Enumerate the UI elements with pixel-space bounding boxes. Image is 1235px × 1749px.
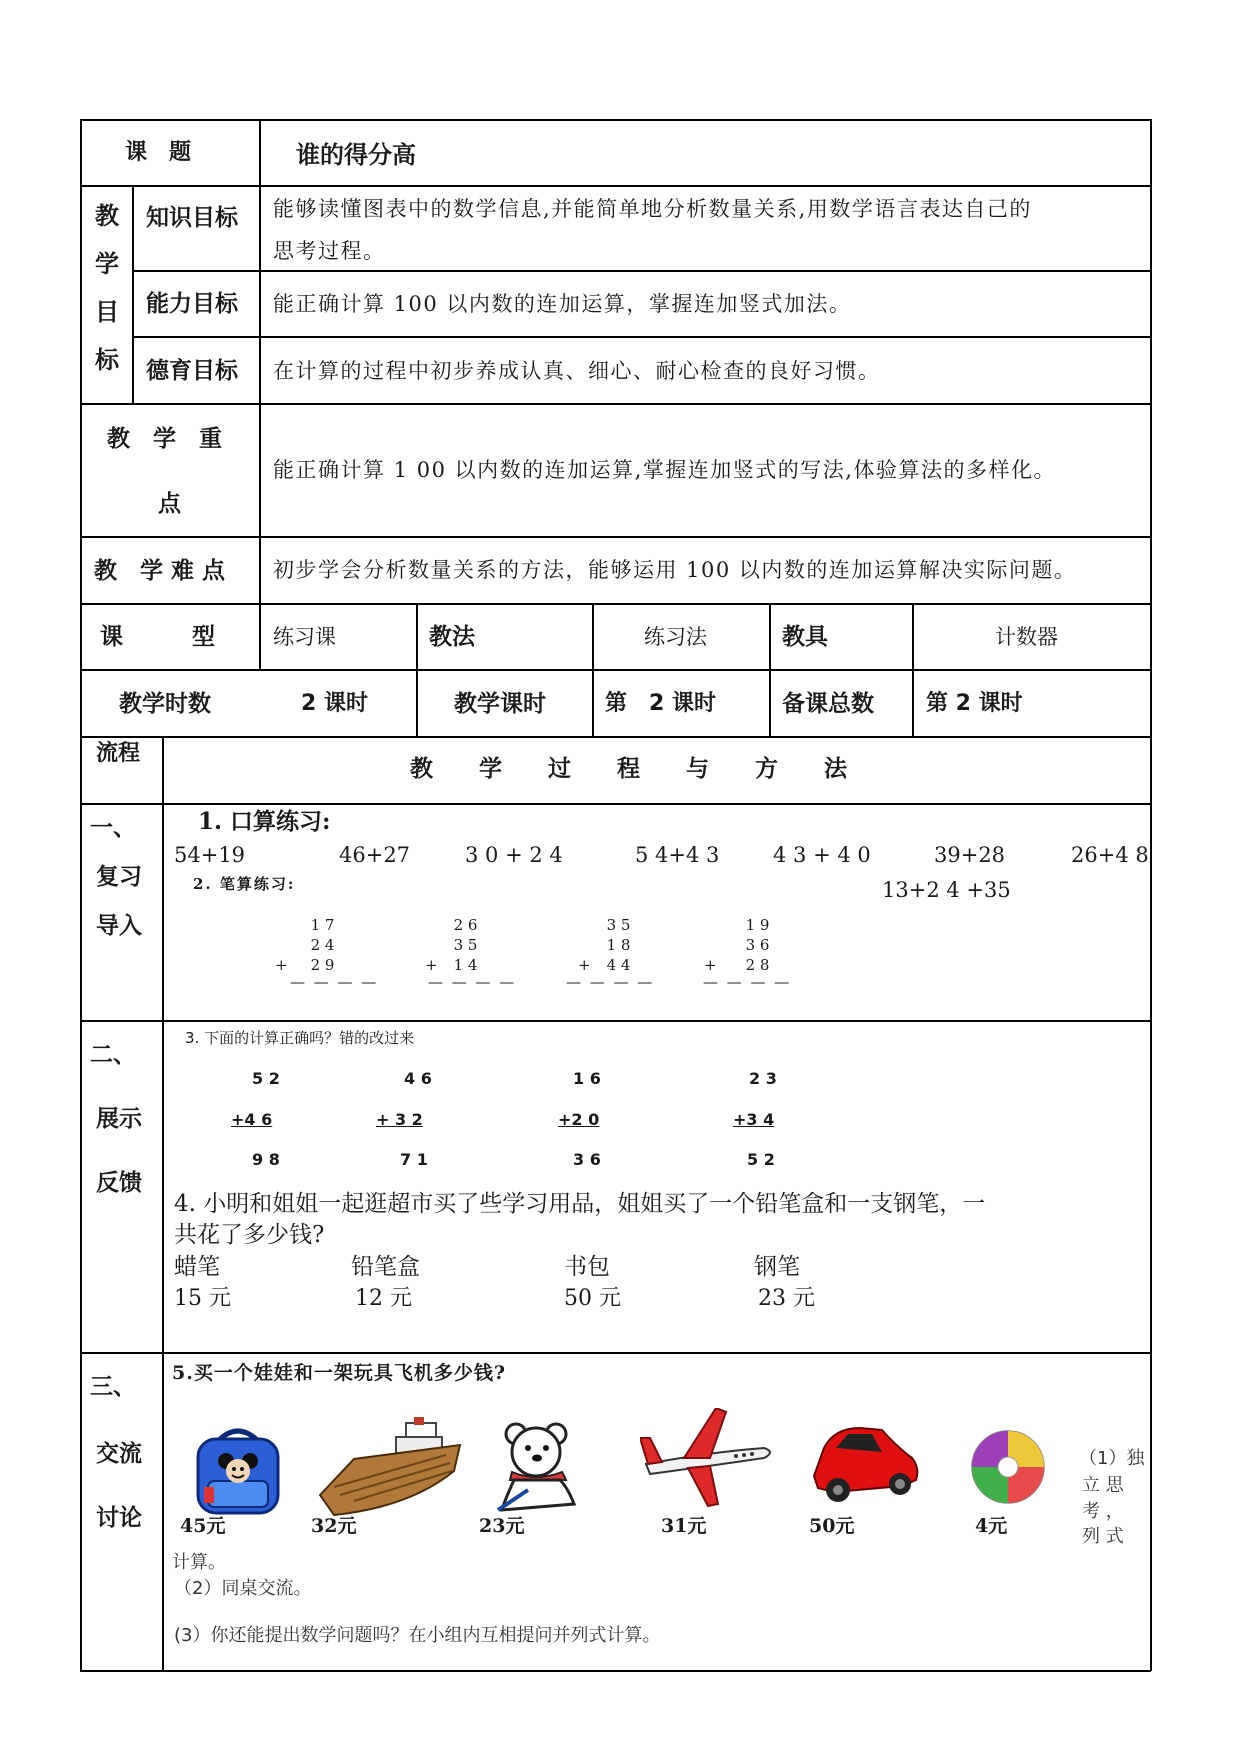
check-problem-addend: +3 4 <box>733 1110 775 1129</box>
row-divider <box>80 403 1151 405</box>
method-value: 练习法 <box>644 625 707 649</box>
section3-number: 三、 <box>90 1374 136 1400</box>
total-lessons-label: 备课总数 <box>782 691 874 717</box>
toy-price: 23元 <box>479 1515 525 1537</box>
item-price: 15 元 <box>174 1286 231 1311</box>
teaching-tool-value: 计数器 <box>995 625 1058 649</box>
knowledge-objective-text-cont: 思考过程。 <box>273 239 386 263</box>
table-border-bottom <box>80 1670 1151 1672</box>
section2-label: 展示 <box>96 1106 142 1132</box>
toy-price: 31元 <box>661 1515 707 1537</box>
row-divider <box>80 736 1151 738</box>
check-problem-top: 1 6 <box>573 1069 601 1088</box>
step3-text: (3）你还能提出数学问题吗？在小组内互相提问并列式计算。 <box>174 1625 661 1646</box>
check-problem-result: 7 1 <box>400 1150 428 1169</box>
lesson-type-label: 课 型 <box>100 624 215 650</box>
step1-text: 立 思 <box>1082 1475 1124 1496</box>
objectives-char: 目 <box>95 298 119 326</box>
item-name: 蜡笔 <box>174 1254 220 1280</box>
moral-objective-label: 德育目标 <box>146 358 238 384</box>
difficulty-label: 教 学 难 点 <box>94 558 226 584</box>
col-divider <box>769 603 771 736</box>
addend: 2 6 <box>453 916 478 934</box>
toy-price: 32元 <box>311 1515 357 1537</box>
row-divider <box>80 1352 1151 1354</box>
q4-text-cont: 共花了多少钱? <box>174 1222 325 1248</box>
col-divider <box>592 603 594 736</box>
topic-value: 谁的得分高 <box>296 141 416 169</box>
ability-objective-text: 能正确计算 100 以内数的连加运算，掌握连加竖式加法。 <box>273 292 852 316</box>
item-name: 钢笔 <box>754 1254 800 1280</box>
oral-practice-title: 1. 口算练习: <box>198 808 331 835</box>
key-point-label: 教 学 重 <box>107 426 222 452</box>
check-problem-top: 4 6 <box>404 1069 432 1088</box>
section3-label-cont: 讨论 <box>96 1505 142 1531</box>
check-problem-top: 5 2 <box>252 1069 280 1088</box>
section1-label: 复习 <box>96 864 142 890</box>
ball-icon <box>968 1428 1048 1506</box>
toy-price: 45元 <box>180 1515 226 1537</box>
teaching-hours-value: 2 课时 <box>301 691 368 716</box>
car-icon <box>808 1418 920 1508</box>
backpack-icon <box>190 1425 286 1517</box>
objectives-group-label <box>92 196 122 388</box>
topic-label: 课 题 <box>125 140 192 165</box>
section3-label: 交流 <box>96 1441 142 1467</box>
vertical-problem <box>596 918 641 978</box>
oral-item: 26+4 8 <box>1071 843 1149 867</box>
col-divider <box>132 185 134 403</box>
addend: 2 9 <box>310 956 335 974</box>
row-divider <box>163 803 1151 805</box>
oral-item: 39+28 <box>934 843 1006 867</box>
addend: 2 8 <box>745 956 770 974</box>
col-divider <box>162 736 164 1671</box>
answer-line: — — — — <box>428 973 517 991</box>
row-divider <box>80 669 1151 671</box>
step1-text: 列 式 <box>1082 1526 1124 1547</box>
lesson-number-label: 教学课时 <box>454 691 546 717</box>
row-divider <box>132 270 1151 272</box>
addend: 1 8 <box>606 936 631 954</box>
section1-number: 一、 <box>90 815 136 841</box>
objectives-char: 教 <box>95 202 119 230</box>
addend: 3 5 <box>606 916 631 934</box>
addend: 1 4 <box>453 956 478 974</box>
teaching-hours-label: 教学时数 <box>119 691 211 717</box>
method-label: 教法 <box>429 624 475 650</box>
table-border-left <box>80 119 82 1671</box>
check-problem-result: 3 6 <box>573 1150 601 1169</box>
process-title: 教 学 过 程 与 方 法 <box>410 756 847 782</box>
oral-item: 3 0 + 2 4 <box>465 843 563 867</box>
lesson-type-value: 练习课 <box>273 625 336 649</box>
check-problem-result: 9 8 <box>252 1150 280 1169</box>
toy-price: 50元 <box>809 1515 855 1537</box>
item-name: 书包 <box>564 1254 610 1280</box>
q5-title: 5.买一个娃娃和一架玩具飞机多少钱? <box>172 1362 506 1384</box>
col-divider <box>416 603 418 736</box>
difficulty-text: 初步学会分析数量关系的方法，能够运用 100 以内数的连加运算解决实际问题。 <box>273 558 1077 582</box>
knowledge-objective-text: 能够读懂图表中的数学信息,并能简单地分析数量关系,用数学语言表达自己的 <box>273 197 1032 221</box>
bear-icon <box>490 1418 586 1514</box>
key-point-label-cont: 点 <box>158 491 181 517</box>
addend: 1 9 <box>745 916 770 934</box>
check-problem-result: 5 2 <box>747 1150 775 1169</box>
q3-title: 3. 下面的计算正确吗？错的改过来 <box>185 1029 415 1047</box>
check-problem-addend: +4 6 <box>231 1110 273 1129</box>
knowledge-objective-label: 知识目标 <box>146 205 238 231</box>
answer-line: — — — — <box>703 973 792 991</box>
plus-sign: + <box>425 956 438 974</box>
written-practice-title: 2. 笔算练习: <box>193 875 296 893</box>
step2-text: （2）同桌交流。 <box>174 1578 312 1599</box>
teaching-tool-label: 教具 <box>782 624 828 650</box>
item-price: 50 元 <box>564 1286 621 1311</box>
objectives-char: 学 <box>95 250 119 278</box>
oral-item: 4 3 + 4 0 <box>773 843 871 867</box>
ship-icon <box>314 1415 464 1517</box>
col-divider <box>259 119 261 670</box>
oral-item: 5 4+4 3 <box>635 843 720 867</box>
addend: 2 4 <box>310 936 335 954</box>
section2-label-cont: 反馈 <box>96 1170 142 1196</box>
addend: 1 7 <box>310 916 335 934</box>
ability-objective-label: 能力目标 <box>146 291 238 317</box>
step1-text: 考 ， <box>1082 1501 1124 1522</box>
lesson-number-value: 第 2 课时 <box>605 691 716 716</box>
oral-item-extra: 13+2 4 +35 <box>882 878 1011 902</box>
addend: 3 5 <box>453 936 478 954</box>
check-problem-top: 2 3 <box>749 1069 777 1088</box>
item-price: 23 元 <box>758 1286 815 1311</box>
row-divider <box>80 185 1151 187</box>
vertical-problem <box>443 918 488 978</box>
row-divider <box>80 803 163 805</box>
vertical-problem <box>300 918 345 978</box>
addend: 4 4 <box>606 956 631 974</box>
q4-text: 4. 小明和姐姐一起逛超市买了些学习用品，姐姐买了一个铅笔盒和一支钢笔，一 <box>174 1191 986 1217</box>
objectives-char: 标 <box>95 346 119 374</box>
key-point-text: 能正确计算 1 00 以内数的连加运算,掌握连加竖式的写法,体验算法的多样化。 <box>273 458 1056 482</box>
row-divider <box>80 1020 1151 1022</box>
col-divider <box>912 603 914 736</box>
moral-objective-text: 在计算的过程中初步养成认真、细心、耐心检查的良好习惯。 <box>273 359 881 383</box>
step1-text: （1）独 <box>1079 1448 1145 1469</box>
toy-price: 4元 <box>975 1515 1008 1537</box>
check-problem-addend: + 3 2 <box>376 1110 423 1129</box>
section2-number: 二、 <box>90 1042 136 1068</box>
plus-sign: + <box>578 956 591 974</box>
airplane-icon <box>640 1408 776 1508</box>
step1-text-end: 计算。 <box>172 1552 226 1573</box>
section1-label-cont: 导入 <box>96 913 142 939</box>
plus-sign: + <box>275 956 288 974</box>
addend: 3 6 <box>745 936 770 954</box>
plus-sign: + <box>704 956 717 974</box>
answer-line: — — — — <box>290 973 379 991</box>
oral-item: 46+27 <box>339 843 411 867</box>
row-divider <box>80 536 1151 538</box>
table-border-right <box>1150 119 1152 1671</box>
total-lessons-value: 第 2 课时 <box>926 691 1023 716</box>
table-border-top <box>80 119 1151 121</box>
oral-item: 54+19 <box>174 843 246 867</box>
answer-line: — — — — <box>566 973 655 991</box>
flow-label: 流程 <box>96 741 141 766</box>
row-divider <box>80 603 1151 605</box>
vertical-problem <box>735 918 780 978</box>
item-name: 铅笔盒 <box>351 1254 420 1280</box>
item-price: 12 元 <box>355 1286 412 1311</box>
row-divider <box>132 336 1151 338</box>
check-problem-addend: +2 0 <box>558 1110 600 1129</box>
